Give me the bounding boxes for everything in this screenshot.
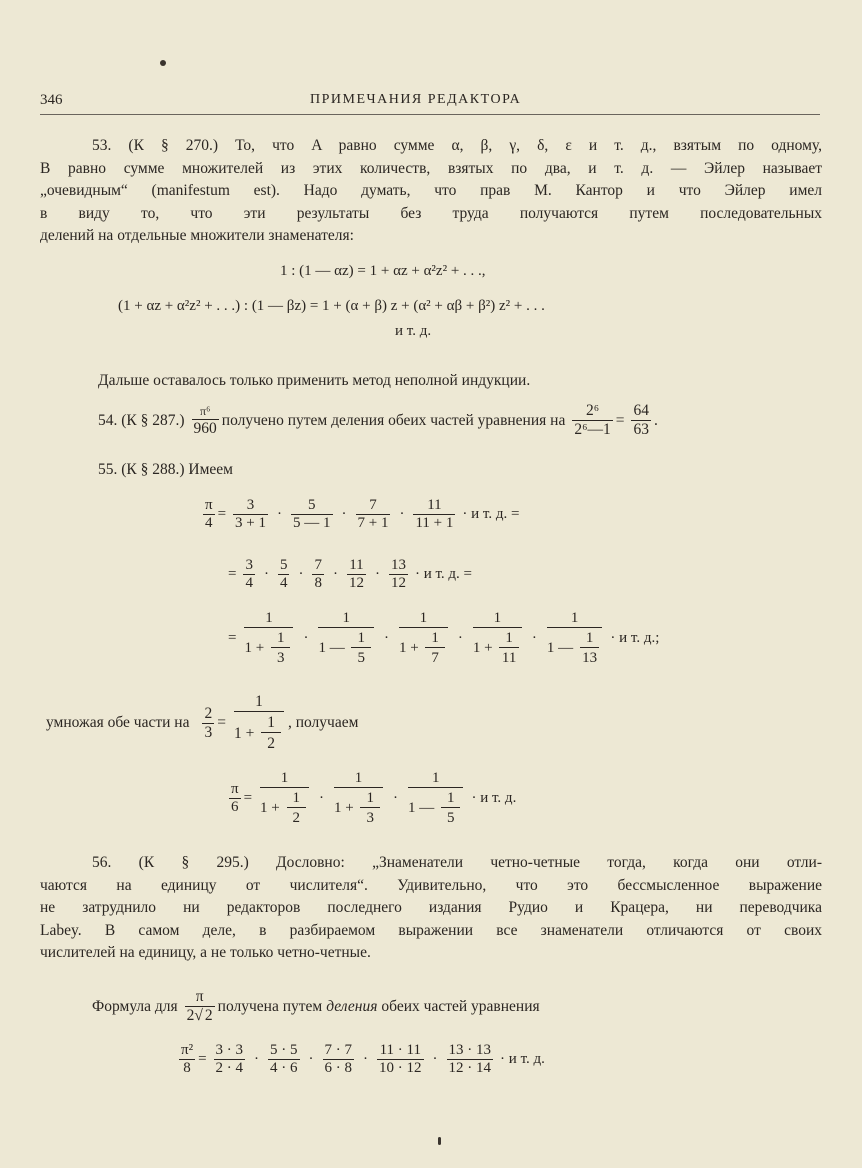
ink-speck xyxy=(160,60,166,66)
note-55-eq-2 xyxy=(228,557,476,592)
formula-2: (1 + αz + α²z² + . . .) : (1 — βz) = 1 + (α + β) z + (α² + αβ + β²) z² + . . . xyxy=(118,298,545,314)
denominator: 10 · 12 xyxy=(379,1060,422,1076)
numerator: 1 xyxy=(499,630,519,648)
text-line: числителей на единицу, а не только четно-четные. xyxy=(40,944,371,961)
fraction xyxy=(356,497,391,532)
numerator: 7 · 7 xyxy=(324,1042,353,1058)
dot: · xyxy=(332,566,338,582)
dot: · xyxy=(399,506,405,522)
fraction xyxy=(631,402,651,439)
continued-fraction xyxy=(318,610,374,667)
sign: + xyxy=(410,640,419,656)
fraction xyxy=(192,404,219,438)
continued-fraction xyxy=(334,770,383,827)
fraction xyxy=(499,630,519,667)
numerator: 1 xyxy=(408,770,464,788)
denominator: 3 xyxy=(204,723,213,741)
equals-sign: = xyxy=(198,1051,207,1067)
tail-text: · и т. д.; xyxy=(610,630,660,646)
text: Формула для xyxy=(92,997,178,1015)
numerator: 5 xyxy=(291,497,333,515)
numerator: 5 · 5 xyxy=(270,1042,298,1058)
denominator: 3 xyxy=(366,810,374,826)
denominator: 5 xyxy=(446,810,455,826)
sign: + xyxy=(484,640,493,656)
numerator: 3 xyxy=(233,497,268,515)
dot: · xyxy=(319,790,325,806)
integer-part: 1 xyxy=(233,724,242,742)
fraction xyxy=(214,1042,246,1077)
denominator: 12 · 14 xyxy=(448,1060,492,1076)
fraction xyxy=(572,402,612,439)
tail-text: · и т. д. = xyxy=(462,506,520,522)
continued-fraction xyxy=(408,770,464,827)
denominator: 4 xyxy=(205,515,213,531)
numerator: 11 · 11 xyxy=(377,1042,424,1060)
denominator: 4 xyxy=(279,575,288,591)
fraction xyxy=(243,557,255,592)
equals-sign: = xyxy=(243,790,253,806)
numerator: 5 xyxy=(279,557,288,573)
fraction xyxy=(287,790,307,827)
fraction xyxy=(268,1042,300,1077)
numerator: 1 xyxy=(360,790,380,808)
equals-sign: = xyxy=(228,566,237,582)
integer-part: 1 xyxy=(244,640,252,656)
denominator: 4 xyxy=(245,575,253,591)
denominator: 11 + 1 xyxy=(415,515,454,531)
numerator: 1 xyxy=(351,630,371,648)
text-line: в виду то, что эти результаты без труда получаются путем последовательных xyxy=(40,204,822,222)
numerator: π xyxy=(205,497,213,513)
dot: · xyxy=(263,566,269,582)
denominator: 8 xyxy=(183,1060,191,1076)
continued-fraction xyxy=(547,610,603,667)
numerator: 1 xyxy=(261,714,281,733)
tail-text: · и т. д. = xyxy=(414,566,473,582)
numerator: 3 · 3 xyxy=(215,1042,244,1058)
dot: · xyxy=(303,630,309,646)
dot: · xyxy=(457,630,463,646)
numerator: π xyxy=(231,781,239,797)
note-text: получено путем деления обеих частей уравнения на xyxy=(221,411,566,429)
sign: + xyxy=(255,640,265,656)
tail-text: · и т. д. xyxy=(500,1051,545,1067)
numerator: 11 xyxy=(413,497,455,515)
denominator: 12 xyxy=(348,575,364,591)
integer-part: 1 xyxy=(472,640,481,656)
numerator: 1 xyxy=(334,770,383,788)
fraction xyxy=(441,790,461,827)
fraction xyxy=(291,497,333,532)
numerator: 1 xyxy=(234,693,284,712)
text-line: 56. (К § 295.) Дословно: „Знаменатели четно-четные тогда, когда они отли- xyxy=(92,854,822,871)
denominator: 11 xyxy=(501,650,517,666)
dot: · xyxy=(531,630,537,646)
numerator: 1 xyxy=(244,610,293,628)
fraction xyxy=(229,781,241,816)
coefficient: 2 xyxy=(186,1007,195,1024)
continued-fraction xyxy=(244,610,293,667)
numerator: 2 xyxy=(204,704,213,722)
dot: · xyxy=(383,630,389,646)
text-line: 53. (К § 270.) То, что A равно сумме α, β, γ, δ, ε и т. д., взятым по одному, xyxy=(92,137,822,154)
fraction xyxy=(179,1042,195,1077)
equals-sign: = xyxy=(217,714,226,731)
sign: + xyxy=(245,724,255,742)
tail-text: · и т. д. xyxy=(471,790,517,806)
numerator: 1 xyxy=(260,770,309,788)
note-56-final-eq xyxy=(176,1042,549,1077)
fraction xyxy=(233,497,268,532)
numerator: 1 xyxy=(399,610,448,628)
numerator: 1 xyxy=(441,790,461,808)
text-line: B равно сумме множителей из этих количеств, взятых по два, и т. д. — Эйлер называет xyxy=(40,159,822,177)
sign: — xyxy=(329,640,345,656)
numerator: 2⁶ xyxy=(572,402,612,421)
integer-part: 1 xyxy=(334,800,342,816)
note-56 xyxy=(40,852,822,965)
numerator: π² xyxy=(181,1042,194,1058)
numerator: 1 xyxy=(473,610,522,628)
period: . xyxy=(653,411,658,429)
denominator: 12 xyxy=(390,575,406,591)
radicand: 2 xyxy=(204,1007,213,1024)
dot: · xyxy=(298,566,304,582)
note-54 xyxy=(98,402,658,439)
text-line: делений на отдельные множители знаменателя: xyxy=(40,227,354,244)
text: получена путем xyxy=(217,997,323,1015)
note-label: 54. (К § 287.) xyxy=(98,411,185,429)
dot: · xyxy=(277,506,283,522)
fraction xyxy=(351,630,371,667)
denominator: 7 + 1 xyxy=(357,515,389,531)
denominator: 5 — 1 xyxy=(293,515,331,531)
integer-part: 1 xyxy=(318,640,326,656)
denominator: 8 xyxy=(314,575,322,591)
numerator: 1 xyxy=(287,790,307,808)
denominator: 2 xyxy=(267,735,275,752)
note-55-label xyxy=(98,459,498,482)
fraction xyxy=(360,790,380,827)
denominator: 6 xyxy=(231,799,239,815)
equals-sign: = xyxy=(217,506,227,522)
denominator: 7 xyxy=(431,650,439,666)
denominator: 5 xyxy=(357,650,365,666)
integer-part: 1 xyxy=(546,640,555,656)
fraction xyxy=(447,1042,494,1077)
fraction xyxy=(425,630,445,667)
note-55-eq-1 xyxy=(200,497,523,532)
numerator: π xyxy=(185,988,215,1007)
fraction xyxy=(271,630,291,667)
text-line: Дальше оставалось только применить метод неполной индукции. xyxy=(98,372,531,389)
fraction xyxy=(261,714,281,753)
text-line: Labey. В самом деле, в разбираемом выражении все знаменатели отличаются от своих xyxy=(40,921,822,939)
denominator: 3 xyxy=(276,650,285,666)
dot: · xyxy=(254,1051,260,1067)
denominator: 2 xyxy=(292,810,301,826)
radical-sign: √ xyxy=(194,1007,203,1024)
denominator: 13 xyxy=(582,650,598,666)
numerator: 3 xyxy=(245,557,253,573)
continued-fraction xyxy=(473,610,522,667)
continued-fraction xyxy=(260,770,309,827)
running-title: ПРИМЕЧАНИЯ РЕДАКТОРА xyxy=(310,92,522,107)
denominator xyxy=(185,1007,215,1025)
emphasis: деления xyxy=(326,997,378,1015)
numerator: 13 · 13 xyxy=(448,1042,492,1058)
denominator: 4 · 6 xyxy=(270,1060,298,1076)
dot: · xyxy=(432,1051,438,1067)
dot: · xyxy=(392,790,398,806)
sign: + xyxy=(345,800,354,816)
denominator: 960 xyxy=(193,419,217,437)
fraction xyxy=(323,1042,355,1077)
text-line: 55. (К § 288.) Имеем xyxy=(98,461,233,478)
note-53 xyxy=(40,135,822,248)
numerator: 7 xyxy=(314,557,322,573)
numerator: 13 xyxy=(390,557,406,573)
numerator: π⁶ xyxy=(192,404,219,420)
continued-fraction xyxy=(234,693,284,753)
dot: · xyxy=(374,566,380,582)
formula-3: и т. д. xyxy=(395,323,432,339)
text-line: не затруднило ни редакторов последнего издания Рудио и Крацера, ни переводчика xyxy=(40,899,822,916)
page-number: 346 xyxy=(40,92,63,108)
text: , получаем xyxy=(287,714,359,731)
numerator: 1 xyxy=(547,610,603,628)
formula-1: 1 : (1 — αz) = 1 + αz + α²z² + . . ., xyxy=(280,263,486,279)
note-53-conclusion xyxy=(98,370,818,393)
denominator: 6 · 8 xyxy=(324,1060,353,1076)
fraction xyxy=(413,497,455,532)
note-56-formula-text xyxy=(92,988,544,1025)
numerator: 64 xyxy=(633,402,649,419)
equals-sign: = xyxy=(228,630,237,646)
numerator: 1 xyxy=(580,630,600,648)
text: обеих частей уравнения xyxy=(381,997,540,1015)
integer-part: 1 xyxy=(407,800,416,816)
text-line: чаются на единицу от числителя“. Удивительно, что это бессмысленное выражение xyxy=(40,876,822,894)
denominator: 2 · 4 xyxy=(215,1060,244,1076)
numerator: 7 xyxy=(356,497,391,515)
numerator: 1 xyxy=(425,630,445,648)
note-55-eq-3 xyxy=(228,610,663,667)
fraction xyxy=(312,557,324,592)
fraction xyxy=(185,988,215,1025)
fraction xyxy=(278,557,290,592)
note-55-eq-4 xyxy=(226,770,520,827)
text: умножая обе части на xyxy=(46,714,190,731)
numerator: 1 xyxy=(318,610,374,628)
equals-sign: = xyxy=(615,411,625,429)
continued-fraction xyxy=(399,610,448,667)
denominator: 2⁶—1 xyxy=(574,421,611,438)
fraction xyxy=(389,557,408,592)
fraction xyxy=(377,1042,424,1077)
fraction xyxy=(202,705,214,742)
fraction xyxy=(347,557,366,592)
fraction xyxy=(580,630,600,667)
integer-part: 1 xyxy=(398,640,407,656)
dot: · xyxy=(363,1051,369,1067)
dot: · xyxy=(308,1051,314,1067)
header-rule xyxy=(40,114,820,115)
fraction xyxy=(203,497,215,532)
numerator: 1 xyxy=(271,630,291,648)
sign: — xyxy=(558,640,574,656)
sign: — xyxy=(419,800,435,816)
ink-speck xyxy=(438,1137,441,1145)
integer-part: 1 xyxy=(260,800,268,816)
sign: + xyxy=(271,800,280,816)
text-line: „очевидным“ (manifestum est). Надо думать, что прав М. Кантор и что Эйлер имел xyxy=(40,182,822,199)
denominator: 3 + 1 xyxy=(235,515,267,531)
numerator: 11 xyxy=(347,557,366,575)
note-55-multiply xyxy=(46,693,362,753)
dot: · xyxy=(341,506,347,522)
denominator: 63 xyxy=(633,421,649,438)
